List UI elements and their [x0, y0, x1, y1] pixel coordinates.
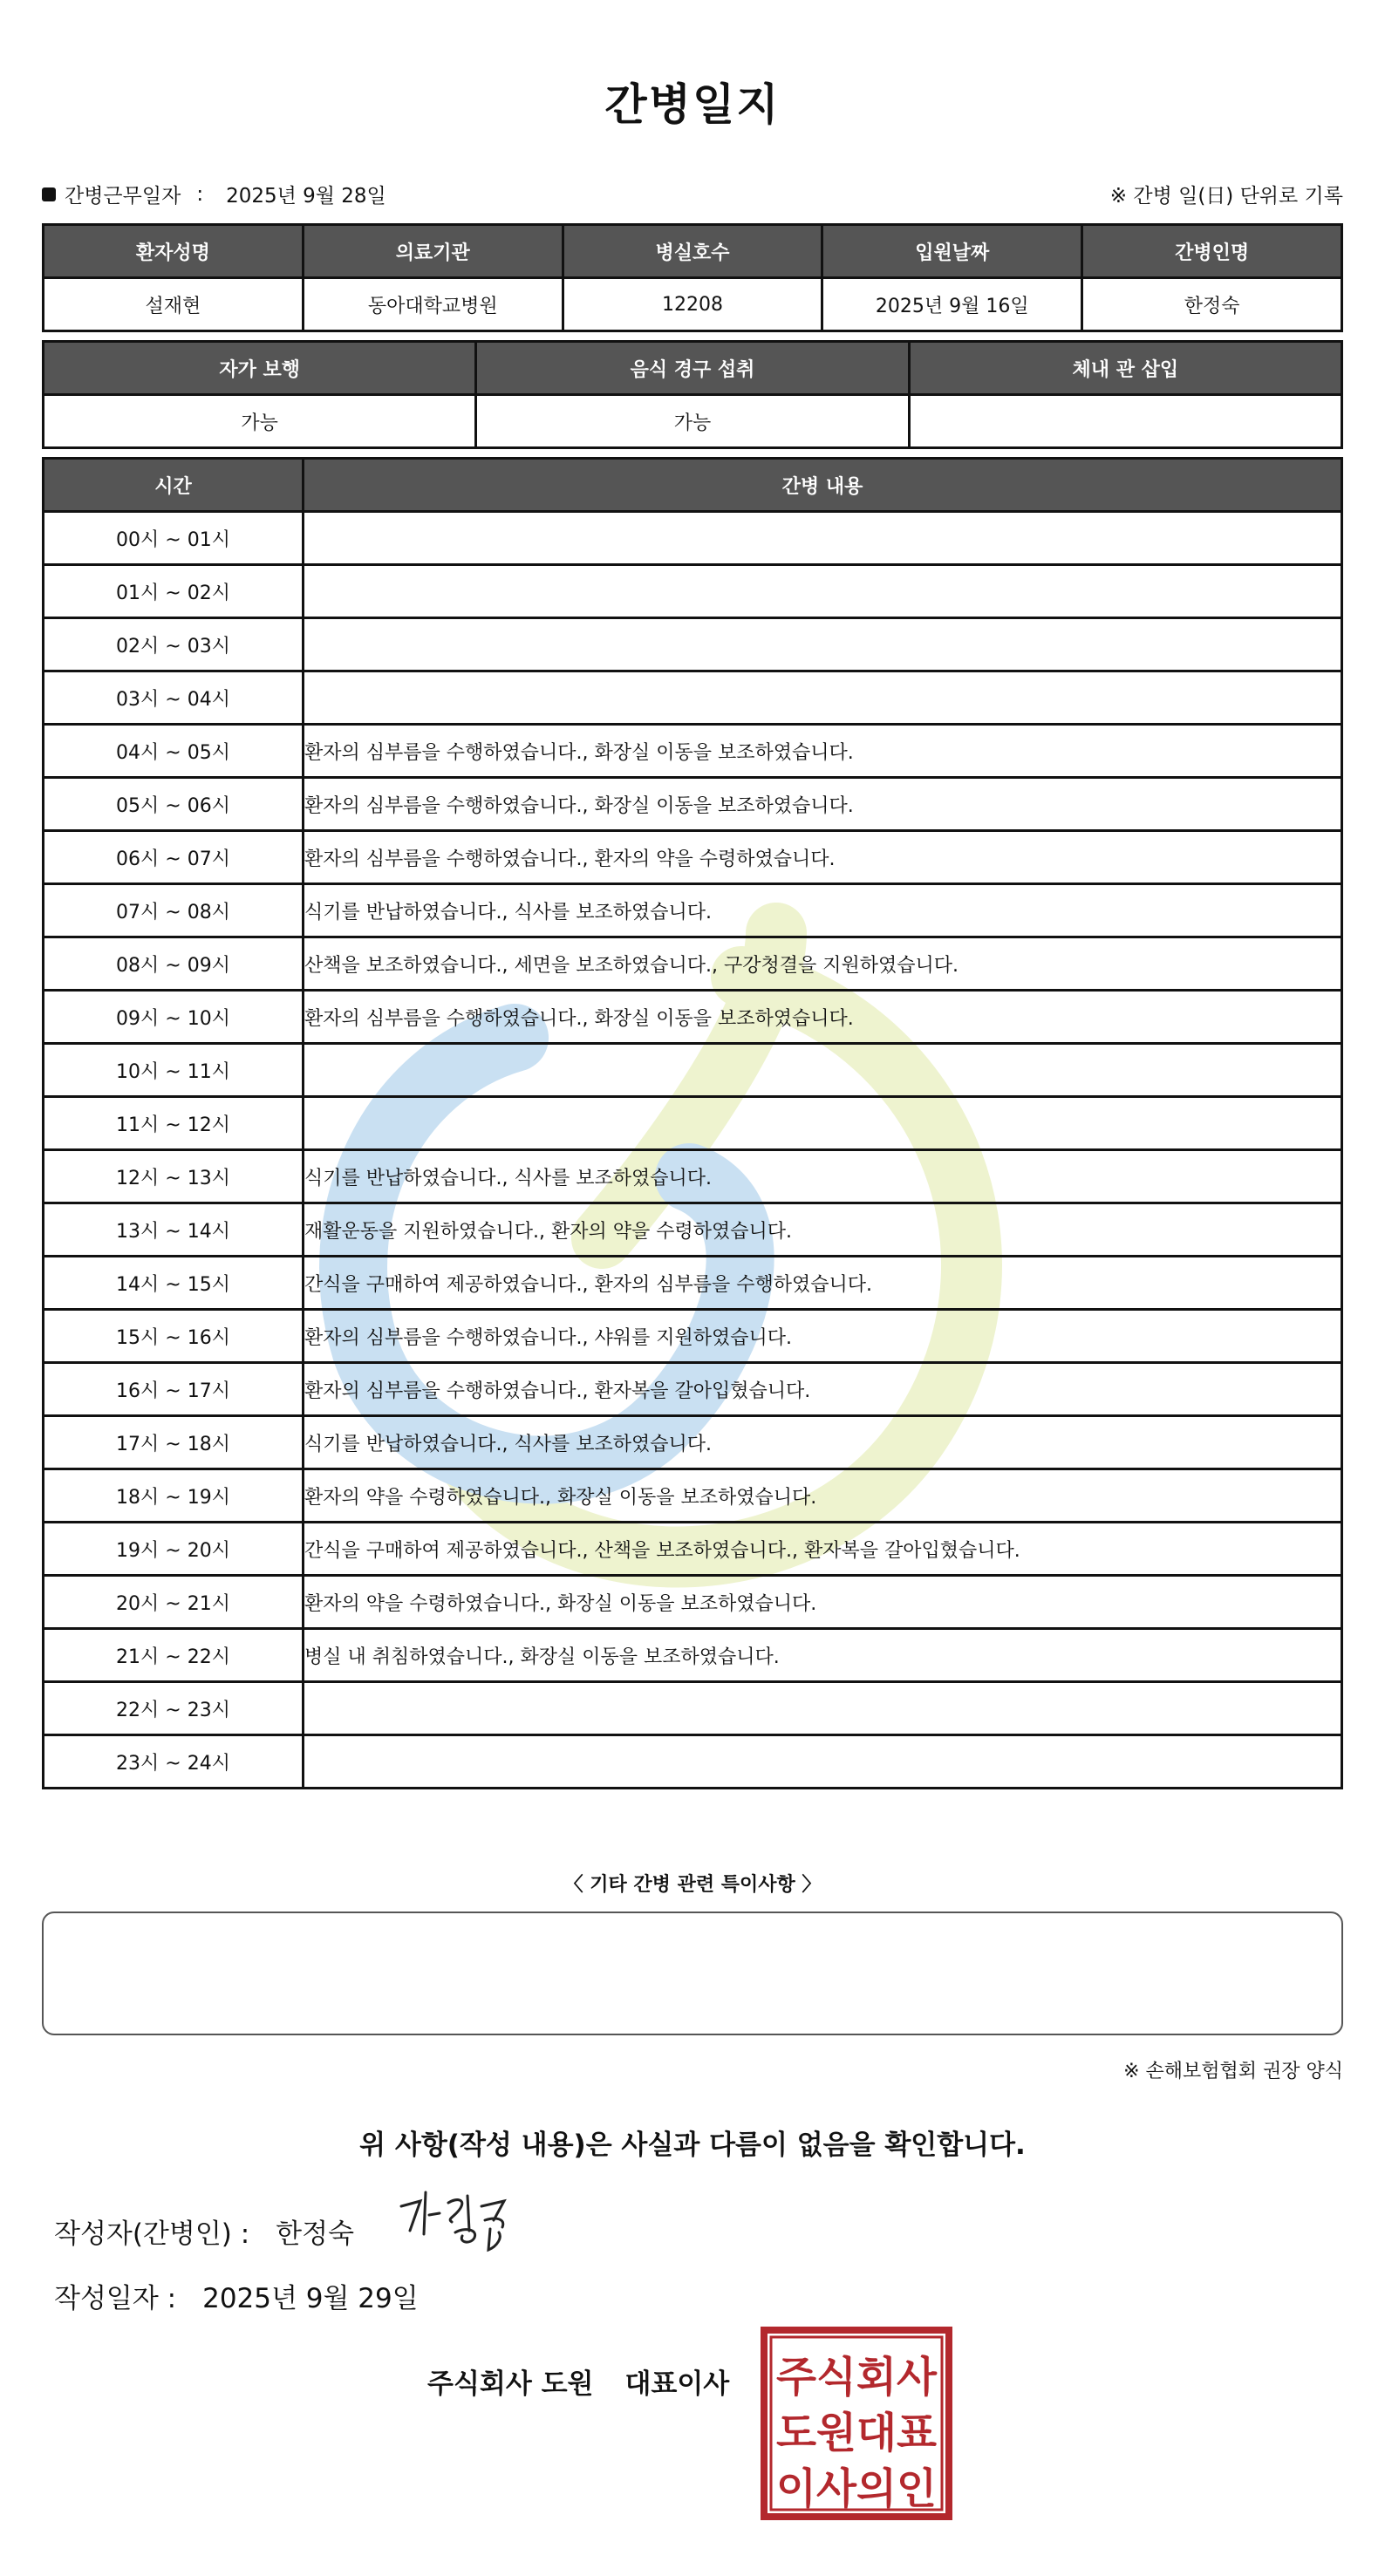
- care-content: 식기를 반납하였습니다., 식사를 보조하였습니다.: [304, 1150, 1342, 1203]
- written-date-label: 작성일자 :: [54, 2283, 177, 2314]
- header-caregiver: 간병인명: [1082, 225, 1342, 278]
- table-row: [44, 1257, 1342, 1310]
- header-oral-intake: 음식 경구 섭취: [476, 342, 909, 395]
- table-row: [44, 937, 1342, 991]
- care-content: 환자의 약을 수령하였습니다., 화장실 이동을 보조하였습니다.: [304, 1576, 1342, 1629]
- care-content: [304, 565, 1342, 618]
- special-notes-title: 〈 기타 간병 관련 특이사항 〉: [563, 1874, 822, 1896]
- ceo-label: 대표이사: [624, 2368, 730, 2400]
- caregiver-name: 한정숙: [1082, 278, 1342, 331]
- info-header-row: [44, 225, 1342, 278]
- writer-name: 한정숙: [276, 2218, 355, 2250]
- time-slot: 20시 ~ 21시: [44, 1576, 304, 1629]
- svg-text:주식회사: 주식회사: [776, 2353, 938, 2402]
- page-title: 간병일지: [604, 79, 781, 130]
- admission-date: 2025년 9월 16일: [822, 278, 1082, 331]
- care-content: [304, 1735, 1342, 1789]
- time-slot: 11시 ~ 12시: [44, 1097, 304, 1150]
- time-slot: 13시 ~ 14시: [44, 1203, 304, 1257]
- table-row: [44, 618, 1342, 671]
- special-notes-box: [42, 1912, 1343, 2035]
- table-row: [44, 1097, 1342, 1150]
- work-date-value: 2025년 9월 28일: [226, 185, 386, 208]
- log-header-row: [44, 459, 1342, 512]
- care-content: 병실 내 취침하였습니다., 화장실 이동을 보조하였습니다.: [304, 1629, 1342, 1682]
- table-row: [44, 1629, 1342, 1682]
- time-slot: 10시 ~ 11시: [44, 1044, 304, 1097]
- care-content: [304, 1682, 1342, 1735]
- time-slot: 04시 ~ 05시: [44, 725, 304, 778]
- table-row: [44, 884, 1342, 937]
- handwritten-signature: [394, 2180, 534, 2267]
- care-content: 환자의 약을 수령하였습니다., 화장실 이동을 보조하였습니다.: [304, 1469, 1342, 1523]
- header-hospital: 의료기관: [303, 225, 563, 278]
- table-row: [44, 991, 1342, 1044]
- written-date-value: 2025년 9월 29일: [202, 2283, 419, 2314]
- company-line: [427, 2361, 729, 2401]
- time-slot: 02시 ~ 03시: [44, 618, 304, 671]
- care-log-table: [42, 457, 1343, 1789]
- time-slot: 05시 ~ 06시: [44, 778, 304, 831]
- care-content: 환자의 심부름을 수행하였습니다., 화장실 이동을 보조하였습니다.: [304, 778, 1342, 831]
- tube-insertion-value: [909, 395, 1341, 448]
- table-row: [44, 725, 1342, 778]
- table-row: [44, 1203, 1342, 1257]
- care-content: 식기를 반납하였습니다., 식사를 보조하였습니다.: [304, 884, 1342, 937]
- time-slot: 15시 ~ 16시: [44, 1310, 304, 1363]
- confirmation-statement: 위 사항(작성 내용)은 사실과 다름이 없음을 확인합니다.: [359, 2130, 1026, 2161]
- care-content: 재활운동을 지원하였습니다., 환자의 약을 수령하였습니다.: [304, 1203, 1342, 1257]
- svg-text:이사의인: 이사의인: [776, 2464, 937, 2513]
- table-row: [44, 671, 1342, 725]
- header-self-walking: 자가 보행: [44, 342, 476, 395]
- care-content: 환자의 심부름을 수행하였습니다., 화장실 이동을 보조하였습니다.: [304, 991, 1342, 1044]
- status-header-row: [44, 342, 1342, 395]
- time-slot: 14시 ~ 15시: [44, 1257, 304, 1310]
- work-date-separator: :: [196, 182, 204, 206]
- time-slot: 09시 ~ 10시: [44, 991, 304, 1044]
- table-row: [44, 1735, 1342, 1789]
- form-note: ※ 손해보험협회 권장 양식: [1123, 2061, 1343, 2082]
- table-row: [44, 1150, 1342, 1203]
- header-time: 시간: [44, 459, 304, 512]
- time-slot: 21시 ~ 22시: [44, 1629, 304, 1682]
- svg-text:도원대표: 도원대표: [776, 2409, 938, 2457]
- work-date-label: 간병근무일자: [65, 185, 181, 208]
- table-row: [44, 1310, 1342, 1363]
- time-slot: 16시 ~ 17시: [44, 1363, 304, 1416]
- bullet-square-icon: [42, 187, 56, 201]
- care-content: [304, 1097, 1342, 1150]
- care-content: 환자의 심부름을 수행하였습니다., 화장실 이동을 보조하였습니다.: [304, 725, 1342, 778]
- writer-line: [54, 2211, 354, 2251]
- time-slot: 12시 ~ 13시: [44, 1150, 304, 1203]
- time-slot: 03시 ~ 04시: [44, 671, 304, 725]
- time-slot: 08시 ~ 09시: [44, 937, 304, 991]
- room-number: 12208: [563, 278, 822, 331]
- header-care-content: 간병 내용: [304, 459, 1342, 512]
- care-content: [304, 1044, 1342, 1097]
- time-slot: 23시 ~ 24시: [44, 1735, 304, 1789]
- care-content: 환자의 심부름을 수행하였습니다., 샤워를 지원하였습니다.: [304, 1310, 1342, 1363]
- work-date: [42, 180, 386, 208]
- table-row: [44, 565, 1342, 618]
- hospital-name: 동아대학교병원: [303, 278, 563, 331]
- table-row: [44, 831, 1342, 884]
- time-slot: 07시 ~ 08시: [44, 884, 304, 937]
- time-slot: 06시 ~ 07시: [44, 831, 304, 884]
- patient-status-table: [42, 340, 1343, 449]
- table-row: [44, 1044, 1342, 1097]
- table-row: [44, 1363, 1342, 1416]
- care-content: 간식을 구매하여 제공하였습니다., 환자의 심부름을 수행하였습니다.: [304, 1257, 1342, 1310]
- time-slot: 19시 ~ 20시: [44, 1523, 304, 1576]
- time-slot: 18시 ~ 19시: [44, 1469, 304, 1523]
- time-slot: 22시 ~ 23시: [44, 1682, 304, 1735]
- record-note: ※ 간병 일(日) 단위로 기록: [1109, 185, 1343, 208]
- status-value-row: [44, 395, 1342, 448]
- care-content: [304, 671, 1342, 725]
- self-walking-value: 가능: [44, 395, 476, 448]
- care-content: 식기를 반납하였습니다., 식사를 보조하였습니다.: [304, 1416, 1342, 1469]
- patient-name: 설재현: [44, 278, 304, 331]
- written-date-line: [54, 2276, 419, 2315]
- table-row: [44, 1469, 1342, 1523]
- care-content: 환자의 심부름을 수행하였습니다., 환자의 약을 수령하였습니다.: [304, 831, 1342, 884]
- patient-info-table: [42, 223, 1343, 332]
- table-row: [44, 1576, 1342, 1629]
- table-row: [44, 1523, 1342, 1576]
- header-patient-name: 환자성명: [44, 225, 304, 278]
- table-row: [44, 1682, 1342, 1735]
- oral-intake-value: 가능: [476, 395, 909, 448]
- header-tube-insertion: 체내 관 삽입: [909, 342, 1341, 395]
- time-slot: 01시 ~ 02시: [44, 565, 304, 618]
- table-row: [44, 512, 1342, 565]
- care-content: [304, 512, 1342, 565]
- header-room: 병실호수: [563, 225, 822, 278]
- header-admission-date: 입원날짜: [822, 225, 1082, 278]
- care-content: 환자의 심부름을 수행하였습니다., 환자복을 갈아입혔습니다.: [304, 1363, 1342, 1416]
- company-name: 주식회사 도원: [427, 2368, 594, 2400]
- info-value-row: [44, 278, 1342, 331]
- writer-label: 작성자(간병인) :: [54, 2218, 250, 2250]
- care-content: [304, 618, 1342, 671]
- time-slot: 00시 ~ 01시: [44, 512, 304, 565]
- table-row: [44, 778, 1342, 831]
- time-slot: 17시 ~ 18시: [44, 1416, 304, 1469]
- care-content: 산책을 보조하였습니다., 세면을 보조하였습니다., 구강청결을 지원하였습니다.: [304, 937, 1342, 991]
- table-row: [44, 1416, 1342, 1469]
- care-content: 간식을 구매하여 제공하였습니다., 산책을 보조하였습니다., 환자복을 갈아입혔습니다.: [304, 1523, 1342, 1576]
- log-body: [44, 512, 1342, 1789]
- company-seal-stamp: [759, 2325, 954, 2522]
